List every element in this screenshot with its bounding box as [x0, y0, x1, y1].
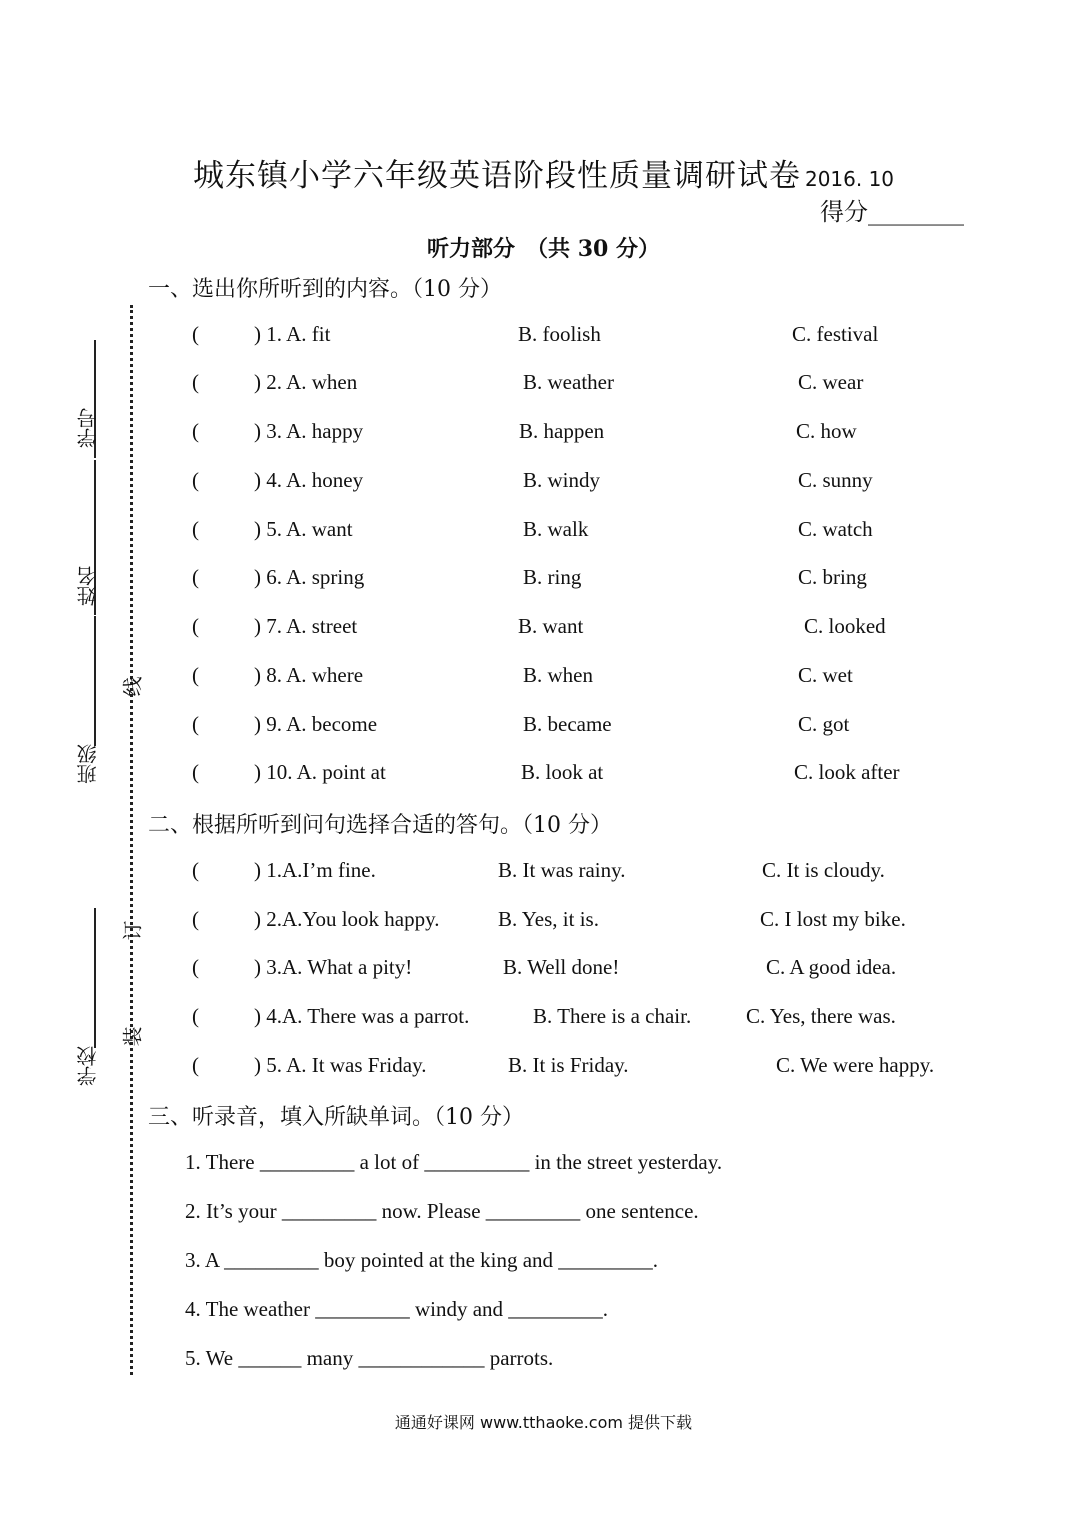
option-a: ) 4. A. honey: [254, 468, 364, 492]
footer-source: 通通好课网 www.tthaoke.com 提供下载: [394, 1413, 693, 1432]
option-a: ) 1.A.I’m fine.: [254, 858, 376, 882]
exam-title-text: 城东镇小学六年级英语阶段性质量调研试卷: [192, 158, 801, 194]
option-c: C. how: [796, 419, 857, 443]
fill-blank-2: 2. It’s your _________ now. Please _________ one sentence.: [185, 1199, 699, 1223]
option-b: B. windy: [523, 468, 601, 492]
option-b: B. happen: [519, 419, 605, 443]
answer-paren: (: [192, 712, 199, 736]
answer-paren: (: [192, 1053, 199, 1077]
answer-paren: (: [192, 907, 199, 931]
class-line: [94, 616, 96, 746]
answer-paren: (: [192, 760, 199, 784]
option-a: ) 7. A. street: [254, 614, 358, 638]
option-b: B. when: [523, 663, 593, 687]
school-label: 学校: [76, 1046, 100, 1086]
option-b: B. ring: [523, 565, 582, 589]
option-b: B. It was rainy.: [498, 858, 626, 882]
option-c: C. look after: [794, 760, 900, 784]
option-a: ) 6. A. spring: [254, 565, 365, 589]
option-a: ) 3. A. happy: [254, 419, 364, 443]
option-b: B. want: [518, 614, 584, 638]
option-b: B. Well done!: [503, 955, 620, 979]
option-c: C. got: [798, 712, 850, 736]
exam-title: [0, 150, 1087, 195]
option-b: B. walk: [523, 517, 589, 541]
option-c: C. festival: [792, 322, 879, 346]
answer-paren: (: [192, 322, 199, 346]
option-a: ) 4.A. There was a parrot.: [254, 1004, 470, 1028]
name-label: 姓名: [76, 566, 100, 606]
option-a: ) 8. A. where: [254, 663, 364, 687]
section1-heading: 一、选出你所听到的内容。（10 分）: [148, 277, 502, 302]
option-c: C. We were happy.: [776, 1053, 935, 1077]
option-a: ) 5. A. It was Friday.: [254, 1053, 427, 1077]
option-b: B. foolish: [518, 322, 601, 346]
option-b: B. look at: [521, 760, 604, 784]
fill-blank-4: 4. The weather _________ windy and _________.: [185, 1297, 609, 1321]
staple-char: 订: [120, 920, 145, 941]
option-c: C. It is cloudy.: [762, 858, 885, 882]
fill-blank-5: 5. We ______ many ____________ parrots.: [185, 1346, 554, 1370]
option-c: C. sunny: [798, 468, 873, 492]
section3-heading: 三、听录音，填入所缺单词。（10 分）: [148, 1105, 524, 1130]
school-line: [94, 908, 96, 1048]
part-title: 听力部分 （共 30 分）: [427, 236, 660, 262]
option-c: C. wet: [798, 663, 853, 687]
bind-char: 装: [120, 1026, 145, 1047]
option-c: C. I lost my bike.: [760, 907, 906, 931]
option-b: B. Yes, it is.: [498, 907, 599, 931]
cut-line-char: 线: [120, 676, 145, 697]
exam-date: 2016. 10: [804, 167, 895, 191]
option-c: C. bring: [798, 565, 867, 589]
answer-paren: (: [192, 858, 199, 882]
student-id-label: 学号: [76, 408, 100, 448]
option-b: B. weather: [523, 370, 614, 394]
option-c: C. looked: [804, 614, 886, 638]
option-a: ) 9. A. become: [254, 712, 378, 736]
answer-paren: (: [192, 663, 199, 687]
score-field: 得分________: [820, 198, 964, 226]
option-c: C. Yes, there was.: [746, 1004, 896, 1028]
option-c: C. wear: [798, 370, 864, 394]
option-b: B. There is a chair.: [533, 1004, 692, 1028]
answer-paren: (: [192, 955, 199, 979]
option-a: ) 5. A. want: [254, 517, 353, 541]
section2-heading: 二、根据所听到问句选择合适的答句。（10 分）: [148, 813, 612, 838]
fill-blank-1: 1. There _________ a lot of __________ in the street yesterday.: [185, 1150, 723, 1174]
answer-paren: (: [192, 370, 199, 394]
option-a: ) 2.A.You look happy.: [254, 907, 440, 931]
option-b: B. It is Friday.: [508, 1053, 629, 1077]
answer-paren: (: [192, 468, 199, 492]
option-a: ) 3.A. What a pity!: [254, 955, 413, 979]
option-a: ) 2. A. when: [254, 370, 358, 394]
option-c: C. watch: [798, 517, 873, 541]
fill-blank-3: 3. A _________ boy pointed at the king and _________.: [185, 1248, 659, 1272]
binding-dotted-line: [130, 305, 133, 1375]
option-b: B. became: [523, 712, 612, 736]
answer-paren: (: [192, 565, 199, 589]
answer-paren: (: [192, 614, 199, 638]
option-c: C. A good idea.: [766, 955, 897, 979]
answer-paren: (: [192, 517, 199, 541]
option-a: ) 1. A. fit: [254, 322, 331, 346]
class-label: 班级: [76, 744, 100, 784]
answer-paren: (: [192, 419, 199, 443]
answer-paren: (: [192, 1004, 199, 1028]
option-a: ) 10. A. point at: [254, 760, 386, 784]
